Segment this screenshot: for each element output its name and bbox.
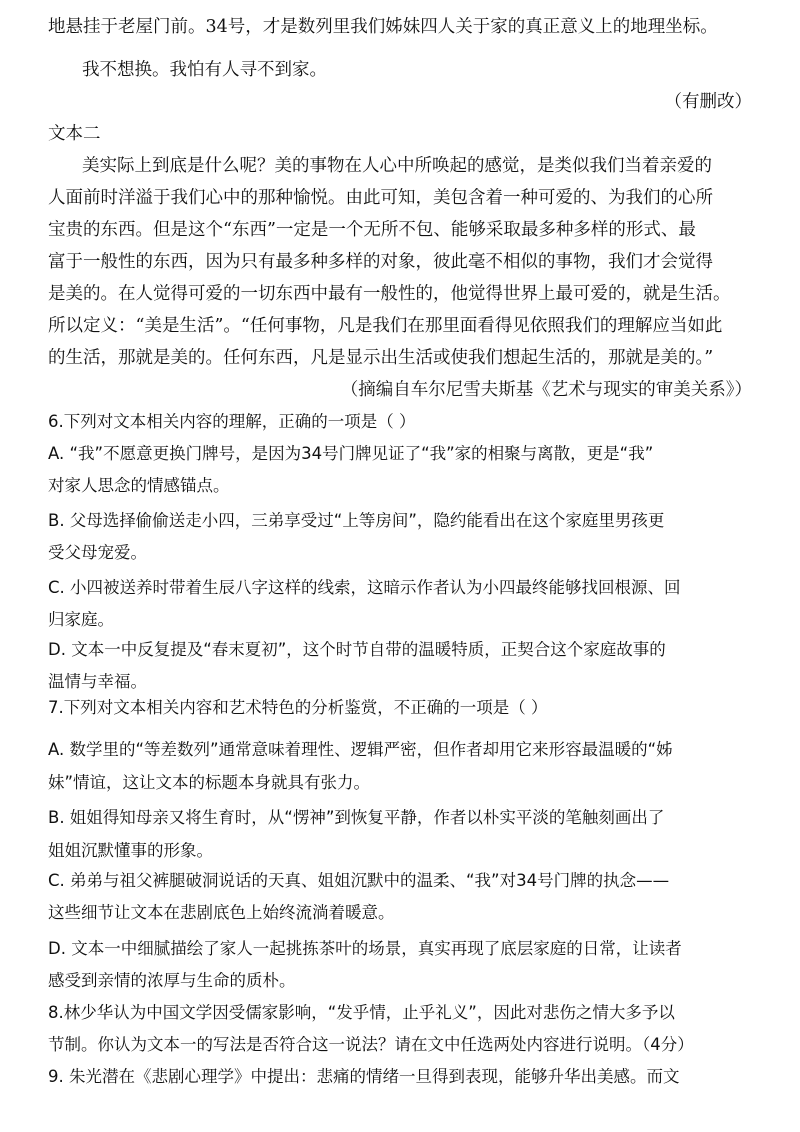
q7-option-b-cont: 姐姐沉默懂事的形象。 <box>48 841 213 860</box>
q8-line: 节制。你认为文本一的写法是否符合这一说法？请在文中任选两处内容进行说明。（4分） <box>48 1035 694 1054</box>
text2-heading: 文本二 <box>48 124 101 144</box>
q9-line: 9. 朱光潜在《悲剧心理学》中提出：悲痛的情绪一旦得到表现，能够升华出美感。而文 <box>48 1067 680 1086</box>
q6-option-a: A. “我”不愿意更换门牌号，是因为34号门牌见证了“我”家的相聚与离散，更是“我” <box>48 444 654 463</box>
text2-line: 富于一般性的东西，因为只有最多种多样的对象，彼此毫不相似的事物，我们才会觉得 <box>48 252 713 272</box>
q6-option-c-cont: 归家庭。 <box>48 610 114 629</box>
q7-stem: 7.下列对文本相关内容和艺术特色的分析鉴赏，不正确的一项是（ ） <box>48 698 548 717</box>
q7-option-d-cont: 感受到亲情的浓厚与生命的质朴。 <box>48 971 296 990</box>
text2-source: （摘编自车尔尼雪夫斯基《艺术与现实的审美关系》） <box>340 380 752 400</box>
q6-option-b: B. 父母选择偷偷送走小四，三弟享受过“上等房间”，隐约能看出在这个家庭里男孩更 <box>48 511 665 530</box>
q7-option-a-cont: 妹”情谊，这让文本的标题本身就具有张力。 <box>48 773 371 792</box>
q7-option-c-cont: 这些细节让文本在悲剧底色上始终流淌着暖意。 <box>48 903 395 922</box>
q6-option-c: C. 小四被送养时带着生辰八字这样的线索，这暗示作者认为小四最终能够找回根源、回 <box>48 578 681 597</box>
q6-option-d: D. 文本一中反复提及“春末夏初”，这个时节自带的温暖特质，正契合这个家庭故事的 <box>48 640 666 659</box>
text2-line: 美实际上到底是什么呢？美的事物在人心中所唤起的感觉，是类似我们当着亲爱的 <box>82 156 712 176</box>
q6-stem: 6.下列对文本相关内容的理解，正确的一项是（ ） <box>48 412 416 431</box>
text2-line: 所以定义：“美是生活”。“任何事物，凡是我们在那里面看得见依照我们的理解应当如此 <box>48 316 723 336</box>
q7-option-a: A. 数学里的“等差数列”通常意味着理性、逻辑严密，但作者却用它来形容最温暖的“姊 <box>48 740 673 759</box>
text1-closing-line: 地悬挂于老屋门前。34号，才是数列里我们姊妹四人关于家的真正意义上的地理坐标。 <box>48 17 718 37</box>
text2-line: 的生活，那就是美的。任何东西，凡是显示出生活或使我们想起生活的，那就是美的。” <box>48 348 714 368</box>
text2-line: 人面前时洋溢于我们心中的那种愉悦。由此可知，美包含着一种可爱的、为我们的心所 <box>48 188 713 208</box>
q8-line: 8.林少华认为中国文学因受儒家影响，“发乎情，止乎礼义”，因此对悲伤之情大多予以 <box>48 1003 675 1022</box>
text2-line: 是美的。在人觉得可爱的一切东西中最有一般性的，他觉得世界上最可爱的，就是生活。 <box>48 284 731 304</box>
text2-line: 宝贵的东西。但是这个“东西”一定是一个无所不包、能够采取最多种多样的形式、最 <box>48 220 696 240</box>
q7-option-c: C. 弟弟与祖父裤腿破洞说话的天真、姐姐沉默中的温柔、“我”对34号门牌的执念—— <box>48 871 670 890</box>
q6-option-a-cont: 对家人思念的情感锚点。 <box>48 476 230 495</box>
text1-final-sentence: 我不想换。我怕有人寻不到家。 <box>82 60 327 80</box>
q7-option-d: D. 文本一中细腻描绘了家人一起挑拣茶叶的场景，真实再现了底层家庭的日常，让读者 <box>48 939 682 958</box>
q7-option-b: B. 姐姐得知母亲又将生育时，从“愣神”到恢复平静，作者以朴实平淡的笔触刻画出了 <box>48 808 665 827</box>
q6-option-b-cont: 受父母宠爱。 <box>48 543 147 562</box>
q6-option-d-cont: 温情与幸福。 <box>48 672 147 691</box>
abridged-note: （有删改） <box>664 92 752 112</box>
